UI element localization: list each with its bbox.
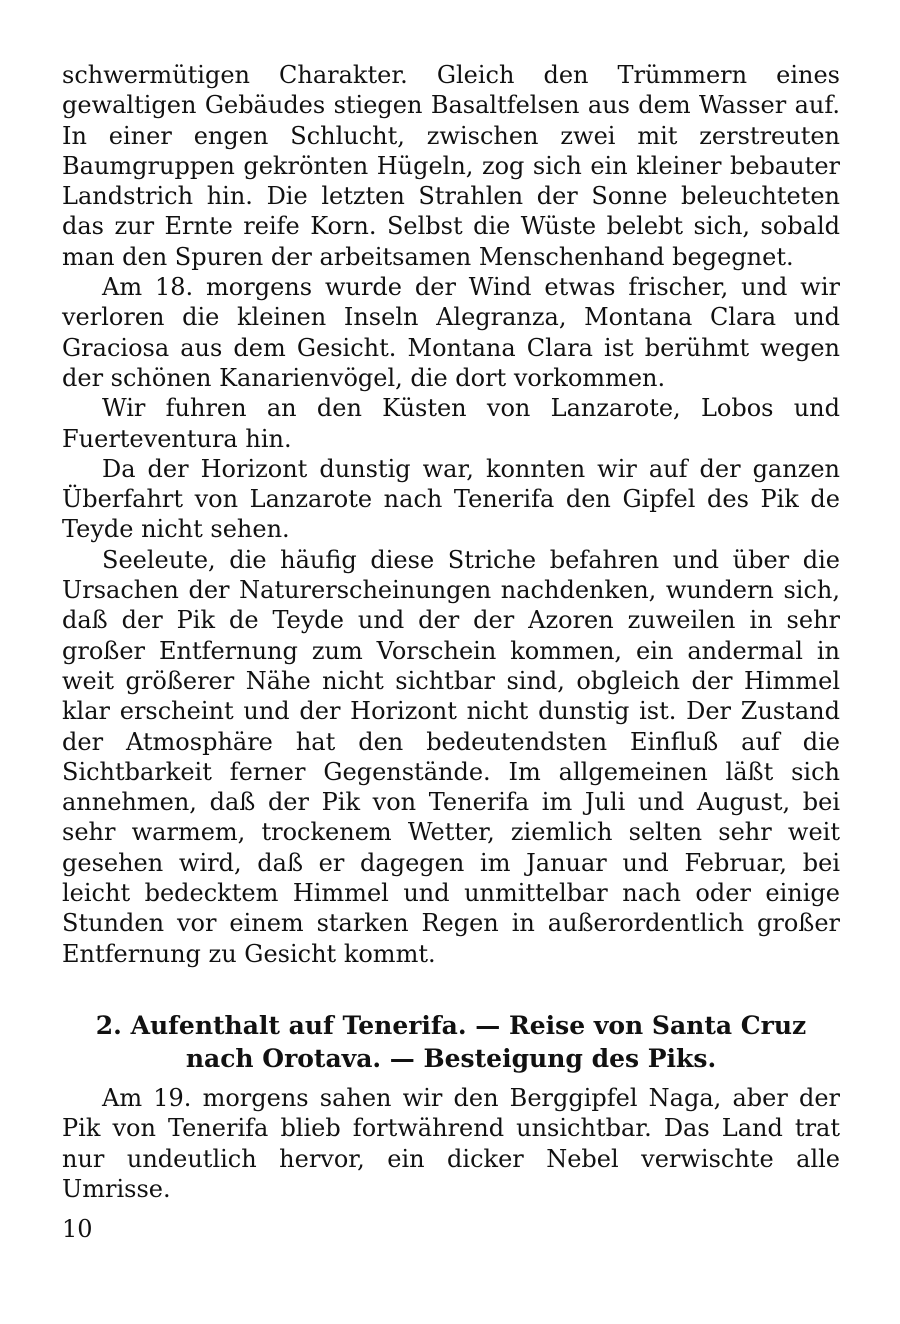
section-heading: 2. Aufenthalt auf Tenerifa. — Reise von Santa Cruz nach Orotava. — Besteigung des Piks. xyxy=(95,1010,807,1073)
paragraph-am-19: Am 19. morgens sahen wir den Berggipfel Naga, aber der Pik von Tenerifa blieb fortwährend unsichtbar. Das Land trat nur undeutlich hervor, ein dicker Nebel verwischte alle Umrisse. xyxy=(62,1083,840,1203)
paragraph-kuesten: Wir fuhren an den Küsten von Lanzarote, Lobos und Fuerteventura hin. xyxy=(62,394,840,453)
paragraph-am-18: Am 18. morgens wurde der Wind etwas frischer, und wir verloren die kleinen Inseln Alegranza, Montana Clara und Graciosa aus dem Gesicht. Montana Clara ist berühmt wegen der schönen Kanarienvögel, die dort vorkommen. xyxy=(62,273,840,392)
paragraph-seeleute: Seeleute, die häufig diese Striche befahren und über die Ursachen der Naturerscheinungen nachdenken, wundern sich, daß der Pik de Teyde und der der Azoren zuweilen in sehr großer Entfernung zum Vorschein kommen, ein andermal in weit größerer Nähe nicht sichtbar sind, obgleich der Himmel klar erscheint und der Horizont nicht dunstig ist. Der Zustand der Atmosphäre hat den bedeutendsten Einfluß auf die Sichtbarkeit ferner Gegenstände. Im allgemeinen läßt sich annehmen, daß der Pik von Tenerifa im Juli und August, bei sehr warmem, trockenem Wetter, ziemlich selten sehr weit gesehen wird, daß er dagegen im Januar und Februar, bei leicht bedecktem Himmel und unmittelbar nach oder einige Stunden vor einem starken Regen in außerordentlich großer Entfernung zu Gesicht kommt. xyxy=(62,545,840,968)
book-page xyxy=(62,60,840,1300)
paragraph-horizont: Da der Horizont dunstig war, konnten wir auf der ganzen Überfahrt von Lanzarote nach Tenerifa den Gipfel des Pik de Teyde nicht sehen. xyxy=(62,454,840,544)
paragraph-continuation: schwermütigen Charakter. Gleich den Trümmern eines gewaltigen Gebäudes stiegen Basaltfelsen aus dem Wasser auf. In einer engen Schlucht, zwischen zwei mit zerstreuten Baumgruppen gekrönten Hügeln, zog sich ein kleiner bebauter Landstrich hin. Die letzten Strahlen der Sonne beleuchteten das zur Ernte reife Korn. Selbst die Wüste belebt sich, sobald man den Spuren der arbeitsamen Menschenhand begegnet. xyxy=(62,61,840,271)
page-number: 10 xyxy=(62,1215,93,1243)
